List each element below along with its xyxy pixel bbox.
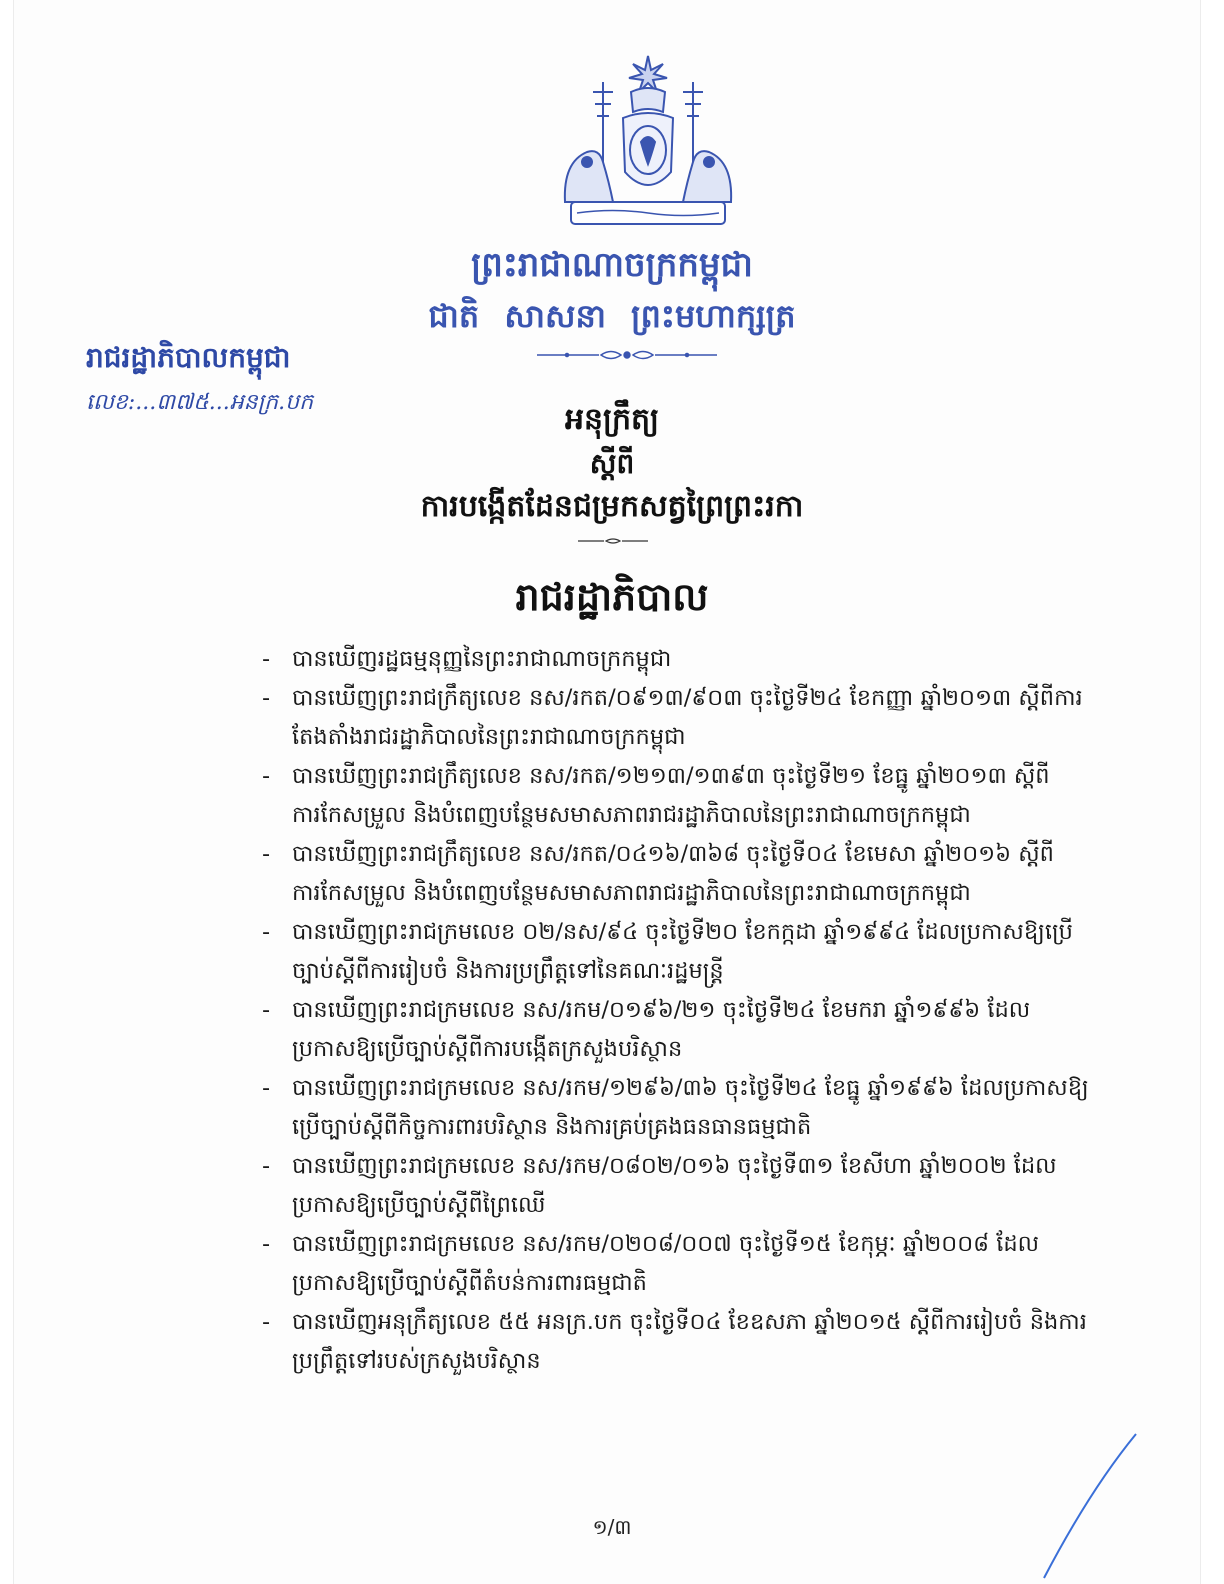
ornament-divider-icon: [537, 348, 717, 362]
issuer-name: រាជរដ្ឋាភិបាលកម្ពុជា: [86, 341, 291, 374]
list-item: [262, 913, 1092, 991]
bullet-dash: -: [262, 1153, 271, 1179]
list-item-text: បានឃើញព្រះរាជក្រមលេខ នស/រកម/១២៩៦/៣៦ ចុះថ្ងៃទី២៤ ខែធ្នូ ឆ្នាំ១៩៩៦ ដែលប្រកាសឱ្យប្រើច្បាប់ស្តីពីកិច្ចការពារបរិស្ថាន និងការគ្រប់គ្រងធនធានធម្មជាតិ: [292, 1075, 1089, 1140]
list-item: [262, 1303, 1092, 1381]
list-item-text: បានឃើញព្រះរាជក្រមលេខ នស/រកម/០៨០២/០១៦ ចុះថ្ងៃទី៣១ ខែសីហា ឆ្នាំ២០០២ ដែលប្រកាសឱ្យប្រើច្បាប់ស្តីពីព្រៃឈើ: [292, 1153, 1057, 1218]
legal-basis-list: [262, 640, 1092, 1381]
list-item-text: បានឃើញព្រះរាជក្រឹត្យលេខ នស/រកត/១២១៣/១៣៩៣ ចុះថ្ងៃទី២១ ខែធ្នូ ឆ្នាំ២០១៣ ស្តីពីការកែសម្រួល និងបំពេញបន្ថែមសមាសភាពរាជរដ្ឋាភិបាលនៃព្រះរាជាណាចក្រកម្ពុជា: [292, 763, 1050, 828]
page-number: ១/៣: [592, 1515, 632, 1539]
list-item: [262, 835, 1092, 913]
list-item-text: បានឃើញព្រះរាជក្រឹត្យលេខ នស/រកត/០៩១៣/៩០៣ ចុះថ្ងៃទី២៤ ខែកញ្ញា ឆ្នាំ២០១៣ ស្តីពីការតែងតាំងរាជរដ្ឋាភិបាលនៃព្រះរាជាណាចក្រកម្ពុជា: [292, 685, 1083, 750]
list-item-text: បានឃើញព្រះរាជក្រមលេខ នស/រកម/០១៩៦/២១ ចុះថ្ងៃទី២៤ ខែមករា ឆ្នាំ១៩៩៦ ដែលប្រកាសឱ្យប្រើច្បាប់ស្តីពីការបង្កើតក្រសួងបរិស្ថាន: [292, 997, 1031, 1062]
list-item: [262, 679, 1092, 757]
list-item: [262, 757, 1092, 835]
list-item: [262, 640, 1092, 679]
list-item: [262, 1225, 1092, 1303]
bullet-dash: -: [262, 1075, 271, 1101]
document-type: អនុក្រឹត្យ: [564, 402, 660, 437]
bullet-dash: -: [262, 997, 271, 1023]
bullet-dash: -: [262, 685, 271, 711]
issuing-authority: រាជរដ្ឋាភិបាល: [515, 575, 709, 619]
bullet-dash: -: [262, 841, 271, 867]
document-subject-prefix: ស្តីពី: [589, 447, 635, 480]
bullet-dash: -: [262, 763, 271, 789]
list-item-text: បានឃើញព្រះរាជក្រមលេខ នស/រកម/០២០៨/០០៧ ចុះថ្ងៃទី១៥ ខែកុម្ភៈ ឆ្នាំ២០០៨ ដែលប្រកាសឱ្យប្រើច្បាប់ស្តីពីតំបន់ការពារធម្មជាតិ: [292, 1231, 1040, 1296]
list-item-text: បានឃើញព្រះរាជក្រមលេខ ០២/នស/៩៤ ចុះថ្ងៃទី២០ ខែកក្កដា ឆ្នាំ១៩៩៤ ដែលប្រកាសឱ្យប្រើច្បាប់ស្តីពីការរៀបចំ និងការប្រព្រឹត្តទៅនៃគណៈរដ្ឋមន្ត្រី: [292, 919, 1073, 984]
bullet-dash: -: [262, 646, 271, 672]
small-divider-icon: [578, 537, 648, 545]
signature-stroke-icon: [1030, 1430, 1150, 1580]
bullet-dash: -: [262, 1231, 271, 1257]
kingdom-title: ព្រះរាជាណាចក្រកម្ពុជា: [471, 245, 753, 285]
document-number: លេខ:...៣៧៥...អនក្រ.បក: [86, 390, 314, 415]
bullet-dash: -: [262, 1309, 271, 1335]
kingdom-motto: ជាតិ សាសនា ព្រះមហាក្សត្រ: [428, 297, 796, 335]
list-item-text: បានឃើញអនុក្រឹត្យលេខ ៥៥ អនក្រ.បក ចុះថ្ងៃទី០៤ ខែឧសភា ឆ្នាំ២០១៥ ស្តីពីការរៀបចំ និងការប្រព្រឹត្តទៅរបស់ក្រសួងបរិស្ថាន: [292, 1309, 1087, 1374]
document-subject: ការបង្កើតដែនជម្រកសត្វព្រៃព្រះរកា: [420, 489, 804, 524]
list-item: [262, 1069, 1092, 1147]
list-item-text: បានឃើញរដ្ឋធម្មនុញ្ញនៃព្រះរាជាណាចក្រកម្ពុជា: [292, 646, 672, 672]
bullet-dash: -: [262, 919, 271, 945]
royal-emblem-icon: [553, 52, 743, 232]
list-item: [262, 991, 1092, 1069]
list-item-text: បានឃើញព្រះរាជក្រឹត្យលេខ នស/រកត/០៤១៦/៣៦៨ ចុះថ្ងៃទី០៤ ខែមេសា ឆ្នាំ២០១៦ ស្តីពីការកែសម្រួល និងបំពេញបន្ថែមសមាសភាពរាជរដ្ឋាភិបាលនៃព្រះរាជាណាចក្រកម្ពុជា: [292, 841, 1054, 906]
list-item: [262, 1147, 1092, 1225]
